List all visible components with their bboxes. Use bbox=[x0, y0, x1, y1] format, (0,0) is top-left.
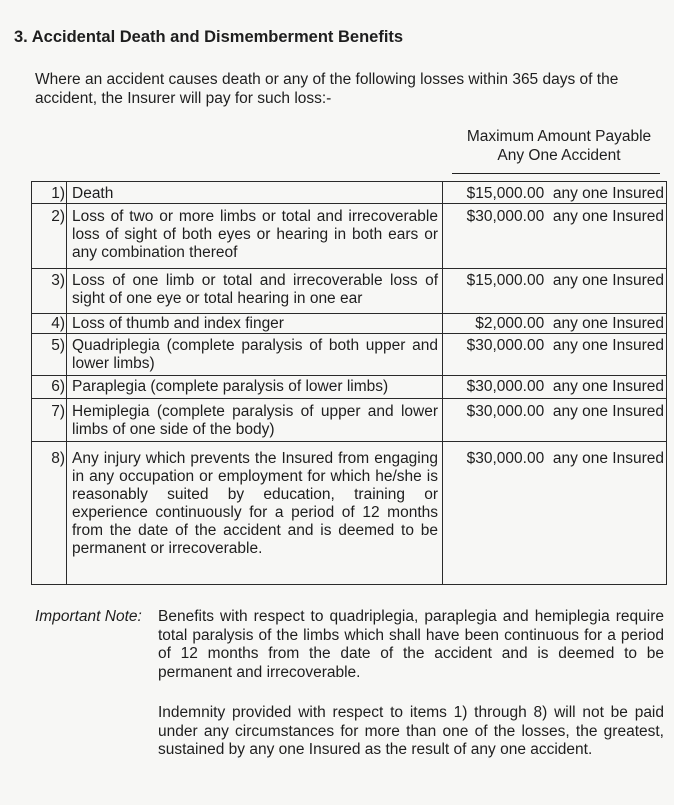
table-row-description: Any injury which prevents the Insured from engaging in any occupation or employment for which he/she is reasonably suited by education, training or experience continuously for a period of 12 months from the date of the accident and is deemed to be permanent or irrecoverable. bbox=[72, 450, 438, 557]
table-row-amount: $30,000.00 any one Insured bbox=[466, 208, 664, 225]
table-row-amount: $2,000.00 any one Insured bbox=[475, 315, 664, 332]
amount-header-line2: Any One Accident bbox=[497, 147, 621, 164]
important-note-paragraph-2: Indemnity provided with respect to items 1) through 8) will not be paid under any circumstances for more than one of the losses, the greatest, sustained by any one Insured as the result of any one accident. bbox=[158, 704, 664, 758]
important-note-paragraph-1: Benefits with respect to quadriplegia, paraplegia and hemiplegia require total paralysis of the limbs which shall have been continuous for a period of 12 months from the date of the accident and is deemed to be permanent and irrecoverable. bbox=[158, 608, 664, 681]
row-separator bbox=[32, 398, 666, 399]
table-divider-amount bbox=[442, 182, 443, 584]
important-note-label: Important Note: bbox=[35, 608, 142, 625]
row-separator bbox=[32, 203, 666, 204]
table-row-number: 4) bbox=[51, 315, 65, 332]
table-row-description: Paraplegia (complete paralysis of lower limbs) bbox=[72, 378, 389, 395]
table-divider-num bbox=[66, 182, 67, 584]
table-row-number: 3) bbox=[51, 272, 65, 289]
row-separator bbox=[32, 268, 666, 269]
header-underline bbox=[452, 173, 660, 174]
section-heading: 3. Accidental Death and Dismemberment Benefits bbox=[14, 28, 404, 46]
table-row-description: Quadriplegia (complete paralysis of both upper and lower limbs) bbox=[72, 337, 438, 372]
table-row-amount: $30,000.00 any one Insured bbox=[466, 337, 664, 354]
table-row-number: 6) bbox=[51, 378, 65, 395]
table-row-description: Loss of two or more limbs or total and irrecoverable loss of sight of both eyes or hearing in both ears or any combination thereof bbox=[72, 208, 438, 261]
benefits-table bbox=[31, 181, 667, 585]
table-row-number: 5) bbox=[51, 337, 65, 354]
intro-paragraph: Where an accident causes death or any of the following losses within 365 days of the accident, the Insurer will pay for such loss:- bbox=[35, 71, 619, 107]
table-row-amount: $15,000.00 any one Insured bbox=[466, 185, 664, 202]
row-separator bbox=[32, 375, 666, 376]
row-separator bbox=[32, 441, 666, 442]
amount-header-line1: Maximum Amount Payable bbox=[466, 128, 652, 145]
row-separator bbox=[32, 313, 666, 314]
table-row-amount: $15,000.00 any one Insured bbox=[466, 272, 664, 289]
table-row-number: 2) bbox=[51, 208, 65, 225]
table-row-description: Death bbox=[72, 185, 114, 202]
table-row-number: 8) bbox=[51, 450, 65, 467]
table-row-description: Hemiplegia (complete paralysis of upper and lower limbs of one side of the body) bbox=[72, 403, 438, 438]
row-separator bbox=[32, 333, 666, 334]
table-row-description: Loss of thumb and index finger bbox=[72, 315, 284, 332]
table-row-amount: $30,000.00 any one Insured bbox=[466, 450, 664, 467]
table-row-description: Loss of one limb or total and irrecoverable loss of sight of one eye or total hearing in one ear bbox=[72, 272, 438, 307]
table-row-number: 7) bbox=[51, 403, 65, 420]
table-row-amount: $30,000.00 any one Insured bbox=[466, 403, 664, 420]
table-row-number: 1) bbox=[51, 185, 65, 202]
table-row-amount: $30,000.00 any one Insured bbox=[466, 378, 664, 395]
amount-column-header bbox=[448, 127, 670, 165]
